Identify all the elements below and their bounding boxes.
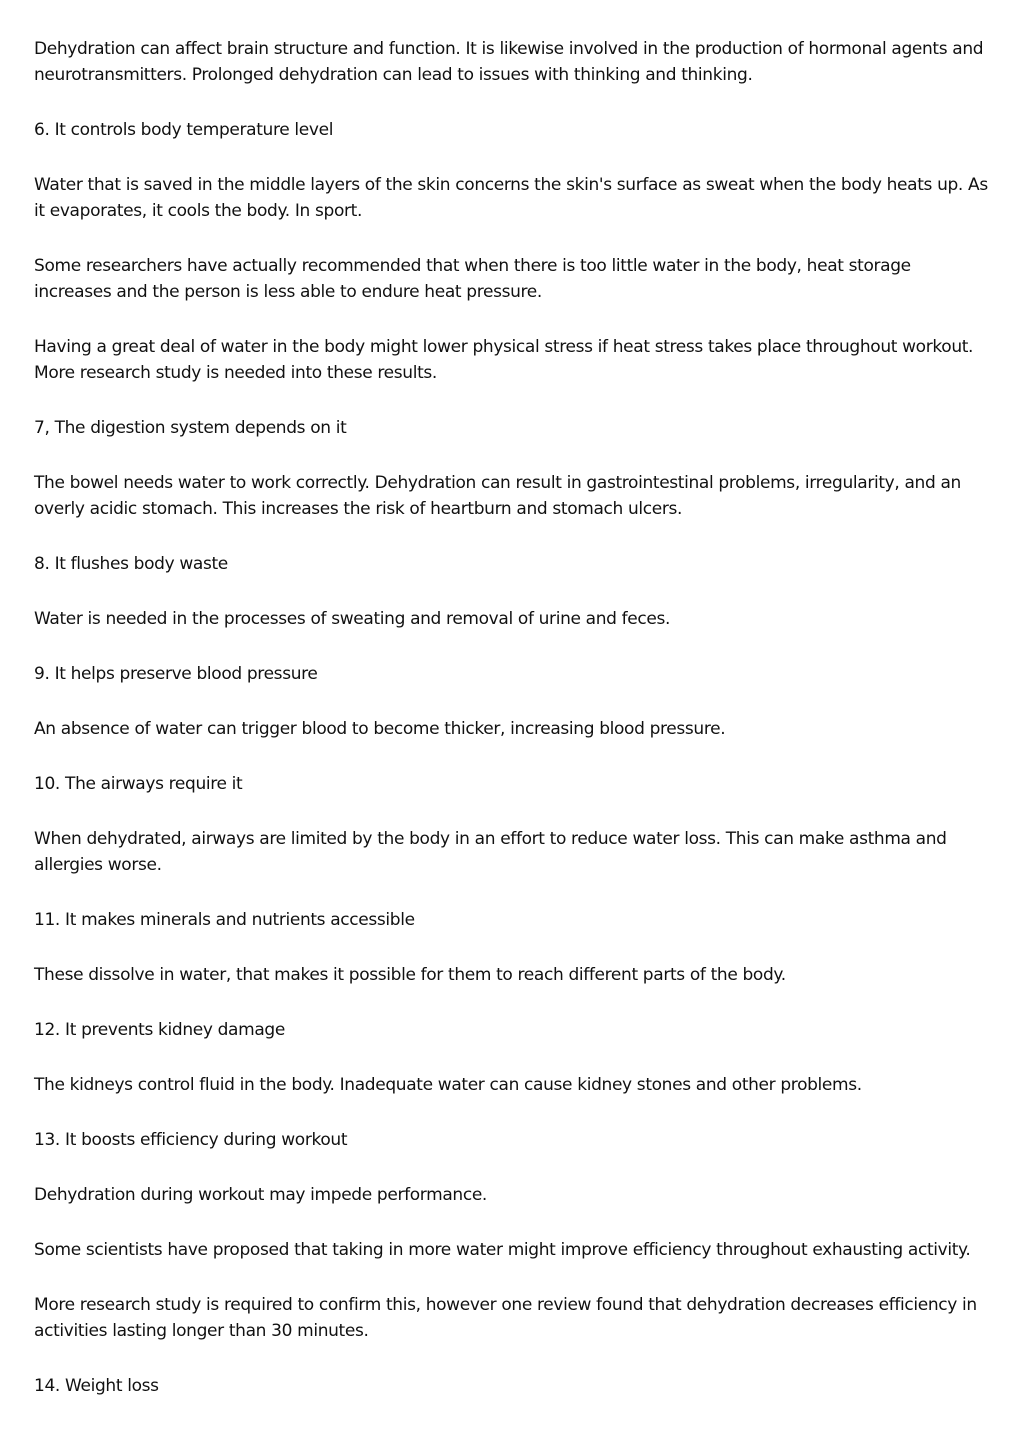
paragraph-dissolve: These dissolve in water, that makes it possible for them to reach different parts of the body. xyxy=(34,965,786,985)
heading-minerals-nutrients: 11. It makes minerals and nutrients accessible xyxy=(34,910,415,930)
paragraph-heat-stress: Having a great deal of water in the body might lower physical stress if heat stress takes place throughout workout. More research study is needed into these results. xyxy=(34,337,974,383)
heading-digestion: 7, The digestion system depends on it xyxy=(34,418,347,438)
heading-weight-loss: 14. Weight loss xyxy=(34,1376,159,1396)
paragraph-brain-function: Dehydration can affect brain structure and function. It is likewise involved in the production of hormonal agents and neurotransmitters. Prolonged dehydration can lead to issues with thinking and thinking. xyxy=(34,39,984,85)
paragraph-sweat-cooling: Water that is saved in the middle layers of the skin concerns the skin's surface as sweat when the body heats up. As it evaporates, it cools the body. In sport. xyxy=(34,175,988,221)
heading-body-temperature: 6. It controls body temperature level xyxy=(34,120,334,140)
paragraph-kidneys: The kidneys control fluid in the body. Inadequate water can cause kidney stones and other problems. xyxy=(34,1075,862,1095)
paragraph-blood-thicker: An absence of water can trigger blood to become thicker, increasing blood pressure. xyxy=(34,719,726,739)
paragraph-sweating-removal: Water is needed in the processes of sweating and removal of urine and feces. xyxy=(34,609,671,629)
paragraph-airways-limited: When dehydrated, airways are limited by the body in an effort to reduce water loss. This can make asthma and allergies worse. xyxy=(34,829,947,875)
paragraph-impede-performance: Dehydration during workout may impede performance. xyxy=(34,1185,487,1205)
heading-workout-efficiency: 13. It boosts efficiency during workout xyxy=(34,1130,348,1150)
paragraph-research-confirm: More research study is required to confirm this, however one review found that dehydration decreases efficiency in activities lasting longer than 30 minutes. xyxy=(34,1295,977,1341)
heading-kidney-damage: 12. It prevents kidney damage xyxy=(34,1020,285,1040)
paragraph-heat-storage: Some researchers have actually recommended that when there is too little water in the body, heat storage increases and the person is less able to endure heat pressure. xyxy=(34,256,911,302)
heading-airways: 10. The airways require it xyxy=(34,774,243,794)
paragraph-bowel: The bowel needs water to work correctly. Dehydration can result in gastrointestinal problems, irregularity, and an overly acidic stomach. This increases the risk of heartburn and stomach ulcers. xyxy=(34,473,961,519)
paragraph-improve-efficiency: Some scientists have proposed that taking in more water might improve efficiency throughout exhausting activity. xyxy=(34,1240,971,1260)
heading-blood-pressure: 9. It helps preserve blood pressure xyxy=(34,664,318,684)
heading-body-waste: 8. It flushes body waste xyxy=(34,554,228,574)
